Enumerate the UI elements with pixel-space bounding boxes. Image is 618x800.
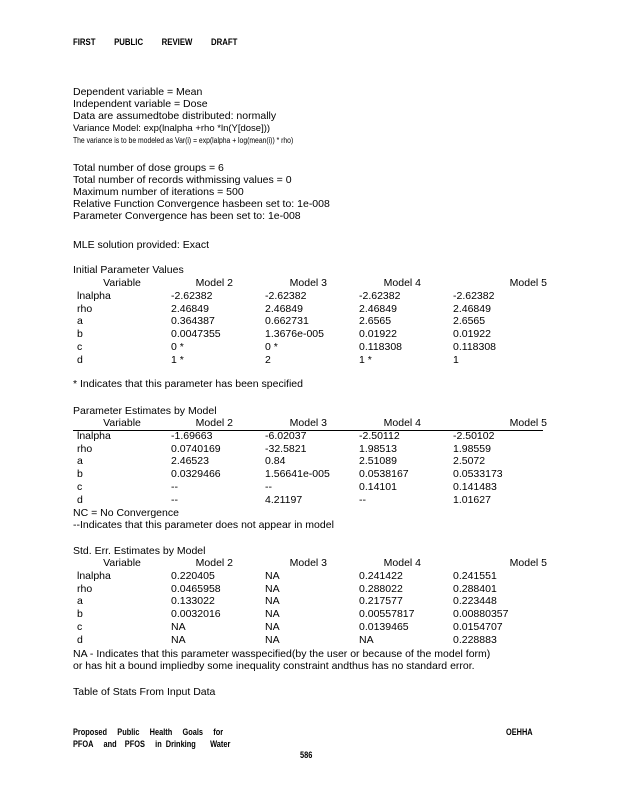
cell: -2.50112 [359,429,400,442]
mle-solution: MLE solution provided: Exact [73,239,209,251]
cell: 0.0465958 [171,582,221,595]
cell: -- [171,493,178,506]
table-row [73,494,547,507]
param-name: rho [77,442,93,455]
param-name: d [77,633,83,646]
parameter-convergence: Parameter Convergence has been set to: 1e-008 [73,210,301,222]
column-header: Model 2 [195,417,233,429]
table-row [73,634,547,647]
max-iterations: Maximum number of iterations = 500 [73,186,244,198]
param-name: b [77,328,83,341]
cell: 1 [453,353,459,366]
column-header: Model 4 [383,277,421,289]
cell: 0.288022 [359,582,403,595]
param-name: lnalpha [77,429,111,442]
cell: 2.6565 [453,315,486,328]
cell: 0.14101 [359,480,397,493]
cell: 2.51089 [359,455,397,468]
cell: -- [171,480,178,493]
param-name: c [77,340,83,353]
cell: 0.662731 [265,315,309,328]
column-header: Model 3 [289,417,327,429]
table-header [73,277,547,290]
table-row [73,315,547,328]
cell: 2.6565 [359,315,392,328]
cell: 0.0154707 [453,620,503,633]
stderr-table [73,557,547,647]
table-row [73,468,547,481]
relative-convergence: Relative Function Convergence hasbeen set to: 1e-008 [73,198,330,210]
cell: 2.46523 [171,455,209,468]
distribution: Data are assumedtobe distributed: normally [73,110,277,122]
param-name: rho [77,302,93,315]
cell: 0.223448 [453,595,497,608]
cell: 0.0538167 [359,468,409,481]
cell: 0 * [171,340,184,353]
column-header: Model 3 [289,277,327,289]
param-name: a [77,455,83,468]
param-name: c [77,620,83,633]
column-header: Model 5 [509,557,547,569]
draft-header [73,37,249,48]
header-word: REVIEW [161,37,193,48]
settings [73,162,330,222]
column-header: Model 2 [195,557,233,569]
cell: 0.118308 [453,340,497,353]
cell: 0.0329466 [171,468,221,481]
column-header: Model 2 [195,277,233,289]
page-number: 586 [300,750,313,760]
cell: 0.0533173 [453,468,503,481]
param-name: d [77,493,83,506]
cell: 0.228883 [453,633,497,646]
column-header: Model 5 [509,417,547,429]
cell: 0.0047355 [171,328,221,341]
param-name: b [77,468,83,481]
cell: 2.46849 [171,302,209,315]
model-info [73,86,332,147]
param-name: a [77,595,83,608]
cell: NA [265,595,280,608]
cell: -1.69663 [171,429,213,442]
table-stats-title: Table of Stats From Input Data [73,686,216,698]
table-row [73,290,547,303]
column-header: Model 4 [383,557,421,569]
cell: 1.98513 [359,442,397,455]
initial-table [73,277,547,367]
cell: 0.288401 [453,582,497,595]
cell: 0 * [265,340,278,353]
stderr-title: Std. Err. Estimates by Model [73,545,206,557]
table-row [73,354,547,367]
specified-note: * Indicates that this parameter has been specified [73,378,303,390]
param-name: a [77,315,83,328]
cell: 2.46849 [453,302,491,315]
table-row [73,595,547,608]
not-in-model-note: --Indicates that this parameter does not appear in model [73,519,334,531]
cell: 0.84 [265,455,286,468]
nc-note: NC = No Convergence [73,507,179,519]
cell: 2 [265,353,271,366]
table-row [73,443,547,456]
cell: 0.220405 [171,569,215,582]
cell: NA [265,569,280,582]
param-name: c [77,480,83,493]
cell: -2.62382 [171,289,213,302]
cell: 0.00880357 [453,608,509,621]
column-header: Model 5 [509,277,547,289]
table-row [73,303,547,316]
cell: 2.46849 [265,302,303,315]
cell: -- [359,493,366,506]
cell: 0.00557817 [359,608,415,621]
cell: -6.02037 [265,429,307,442]
dose-groups: Total number of dose groups = 6 [73,162,224,174]
cell: -32.5821 [265,442,307,455]
cell: NA [265,582,280,595]
column-header: Variable [103,417,141,429]
footer-agency: OEHHA [505,727,533,737]
cell: -- [265,480,272,493]
cell: 1.01627 [453,493,491,506]
initial-title: Initial Parameter Values [73,264,184,276]
table-row [73,621,547,634]
cell: 0.241551 [453,569,497,582]
cell: 1 * [171,353,184,366]
header-word: FIRST [73,37,96,48]
cell: 0.01922 [453,328,491,341]
param-name: lnalpha [77,569,111,582]
cell: NA [265,633,280,646]
table-row [73,328,547,341]
param-name: lnalpha [77,289,111,302]
dependent-variable: Dependent variable = Mean [73,86,203,98]
missing-records: Total number of records withmissing values = 0 [73,174,292,186]
cell: NA [171,620,186,633]
cell: 0.118308 [359,340,403,353]
estimates-notes [73,507,334,531]
cell: 2.46849 [359,302,397,315]
cell: 0.01922 [359,328,397,341]
cell: NA [265,620,280,633]
table-row [73,608,547,621]
cell: 0.364387 [171,315,215,328]
footer-line-2: PFOA and PFOS in Drinking Water [73,739,231,749]
table-row [73,570,547,583]
cell: 4.21197 [265,493,303,506]
cell: -2.62382 [359,289,401,302]
cell: NA [171,633,186,646]
stderr-notes [73,648,490,672]
cell: 1.98559 [453,442,491,455]
cell: -2.50102 [453,429,495,442]
table-row [73,430,547,443]
column-header: Variable [103,557,141,569]
independent-variable: Independent variable = Dose [73,98,208,110]
header-rule [73,430,543,431]
cell: 0.0740169 [171,442,221,455]
cell: 1.56641e-005 [265,468,330,481]
cell: -2.62382 [265,289,307,302]
variance-model: Variance Model: exp(lnalpha +rho *ln(Y[dose])) [73,123,271,134]
estimates-title: Parameter Estimates by Model [73,405,217,417]
header-word: DRAFT [210,37,238,48]
column-header: Model 4 [383,417,421,429]
param-name: b [77,608,83,621]
cell: 0.241422 [359,569,403,582]
column-header: Variable [103,277,141,289]
cell: 1.3676e-005 [265,328,324,341]
table-header [73,417,547,430]
cell: -2.62382 [453,289,495,302]
cell: NA [359,633,374,646]
na-note-continued: or has hit a bound impliedby some inequality constraint andthus has no standard error. [73,660,475,672]
table-row [73,583,547,596]
page-footer [73,726,533,750]
cell: NA [265,608,280,621]
footer-line-1: Proposed Public Health Goals for [73,727,224,737]
table-row [73,481,547,494]
table-row [73,455,547,468]
cell: 0.0032016 [171,608,221,621]
header-word: PUBLIC [114,37,144,48]
column-header: Model 3 [289,557,327,569]
cell: 1 * [359,353,372,366]
na-note: NA - Indicates that this parameter wasspecified(by the user or because of the model form) [73,648,491,660]
cell: 0.133022 [171,595,215,608]
cell: 0.217577 [359,595,403,608]
table-header [73,557,547,570]
variance-formula: The variance is to be modeled as Var(i) = exp(lalpha + log(mean(i)) * rho) [73,136,294,145]
cell: 0.0139465 [359,620,409,633]
cell: 2.5072 [453,455,486,468]
param-name: d [77,353,83,366]
cell: 0.141483 [453,480,497,493]
table-row [73,341,547,354]
param-name: rho [77,582,93,595]
